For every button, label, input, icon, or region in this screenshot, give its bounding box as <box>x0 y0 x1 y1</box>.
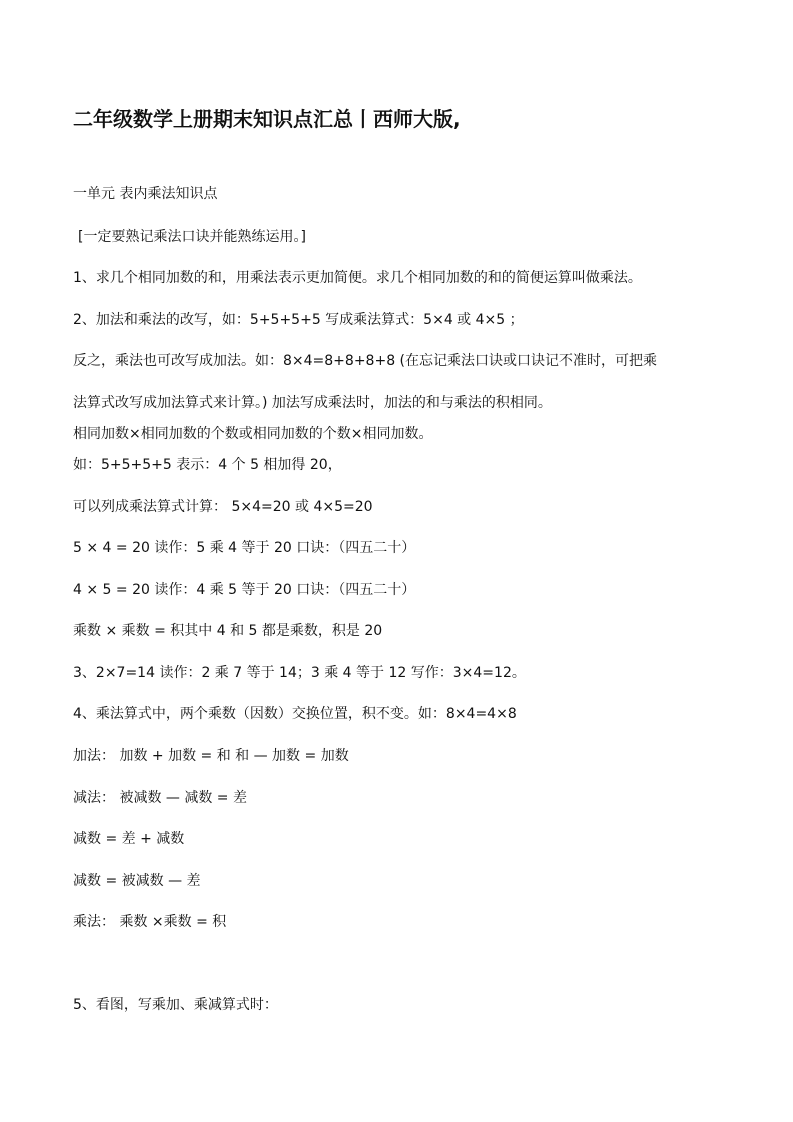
document-title: 二年级数学上册期末知识点汇总丨西师大版, <box>73 107 461 131</box>
subtrahend-rule-2: 减数 = 被减数 — 差 <box>73 873 201 889</box>
point-4: 4、乘法算式中，两个乘数（因数）交换位置，积不变。如：8×4=4×8 <box>73 706 517 722</box>
addition-rule: 加法： 加数 + 加数 = 和 和 — 加数 = 加数 <box>73 748 349 764</box>
example-line: 如：5+5+5+5 表示：4 个 5 相加得 20， <box>73 457 342 473</box>
point-2: 2、加法和乘法的改写，如：5+5+5+5 写成乘法算式：5×4 或 4×5 ； <box>73 312 524 328</box>
multiplication-rule: 乘法： 乘数 ×乘数 = 积 <box>73 914 227 930</box>
reading-line-2: 4 × 5 = 20 读作：4 乘 5 等于 20 口诀：（四五二十） <box>73 582 416 598</box>
memorize-note: [一定要熟记乘法口诀并能熟练运用。] <box>78 229 306 245</box>
subtrahend-rule-1: 减数 = 差 + 减数 <box>73 831 185 847</box>
point-2-continued-2: 法算式改写成加法算式来计算。) 加法写成乘法时，加法的和与乘法的积相同。 <box>73 395 552 411</box>
point-1: 1、求几个相同加数的和，用乘法表示更加简便。求几个相同加数的和的简便运算叫做乘法。 <box>73 270 642 286</box>
point-3: 3、2×7=14 读作：2 乘 7 等于 14；3 乘 4 等于 12 写作：3×4=12。 <box>73 665 526 681</box>
point-2-continued-3: 相同加数×相同加数的个数或相同加数的个数×相同加数。 <box>73 426 433 442</box>
unit-heading: 一单元 表内乘法知识点 <box>73 186 218 202</box>
multiplier-definition: 乘数 × 乘数 = 积其中 4 和 5 都是乘数，积是 20 <box>73 623 383 639</box>
point-5: 5、看图，写乘加、乘减算式时： <box>73 997 278 1013</box>
subtraction-rule: 减法： 被减数 — 减数 = 差 <box>73 790 247 806</box>
point-2-continued-1: 反之，乘法也可改写成加法。如：8×4=8+8+8+8 (在忘记乘法口诀或口诀记不准时，可把乘 <box>73 353 658 369</box>
reading-line-1: 5 × 4 = 20 读作：5 乘 4 等于 20 口诀：（四五二十） <box>73 540 416 556</box>
example-equation: 可以列成乘法算式计算： 5×4=20 或 4×5=20 <box>73 499 373 515</box>
